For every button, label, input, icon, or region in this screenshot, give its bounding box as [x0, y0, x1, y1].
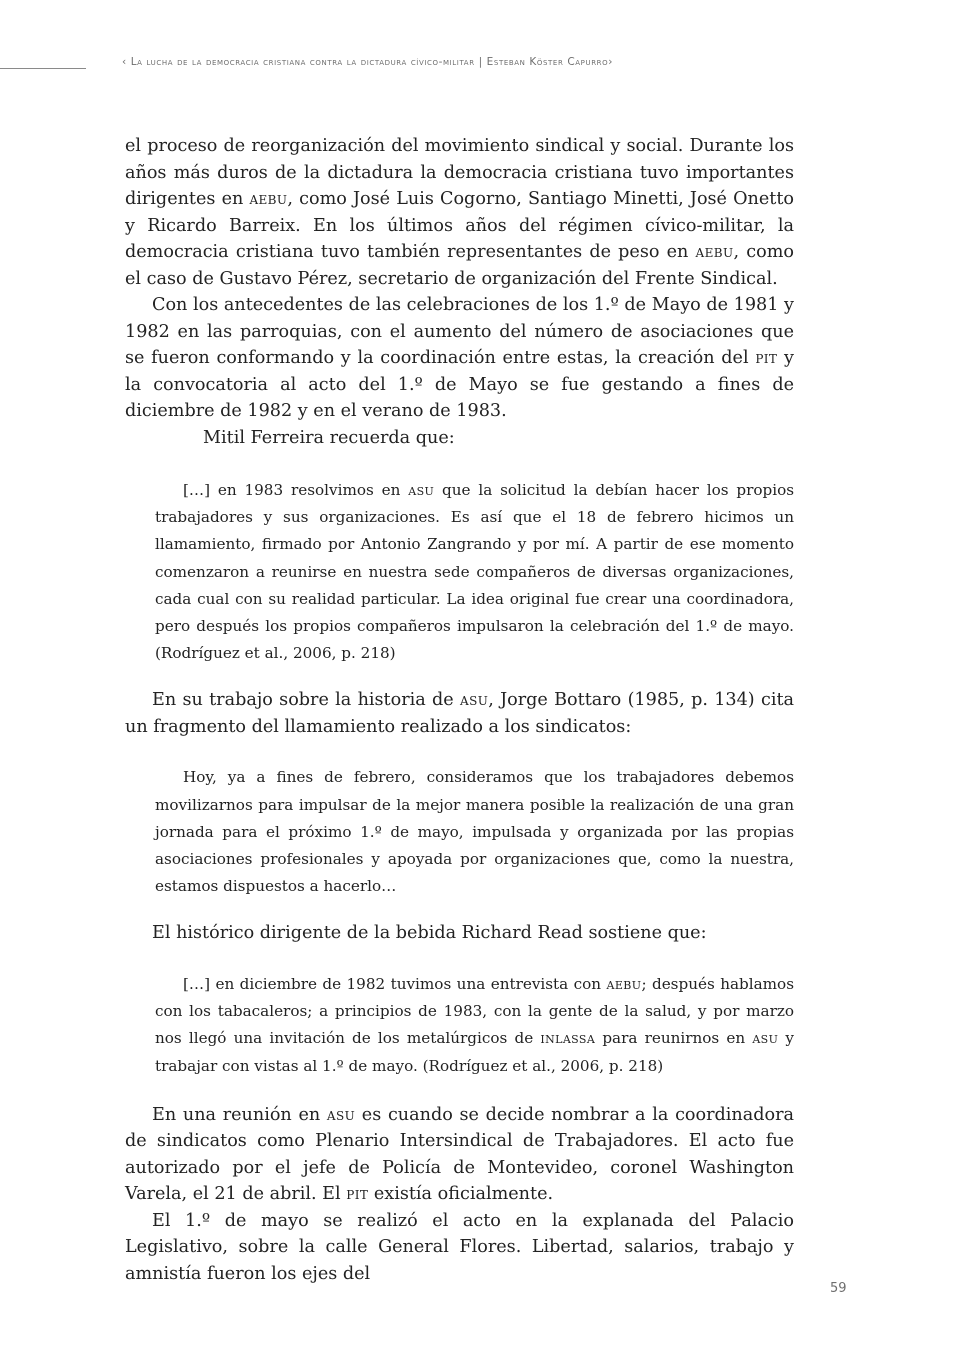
block-quote: Hoy, ya a fines de febrero, consideramos que los trabajadores debemos movilizarnos para impulsar de la mejor manera posible la realización de una gran jornada para el próximo 1.º de mayo, impulsada y organizada por las propias asociaciones profesionales y apoyada por organizaciones que, como la nuestra, estamos dispuestos a hacerlo…	[155, 768, 794, 896]
running-header: ‹ La lucha de la democracia cristiana contra la dictadura cívico-militar | Esteban Köster Capurro›	[122, 56, 614, 68]
block-quote: […] en diciembre de 1982 tuvimos una entrevista con aebu; después hablamos con los tabacaleros; a principios de 1983, con la gente de la salud, y por marzo nos llegó una invitación de los metalúrgicos de inlassa para reunirnos en asu y trabajar con vistas al 1.º de mayo. (Rodríguez et al., 2006, p. 218)	[155, 974, 794, 1075]
paragraph: Con los antecedentes de las celebraciones de los 1.º de Mayo de 1981 y 1982 en las parroquias, con el aumento del número de asociaciones que se fueron conformando y la coordinación entre estas, la creación del pit y la convocatoria al acto del 1.º de Mayo se fue gestando a fines de diciembre de 1982 y en el verano de 1983.	[125, 295, 794, 421]
page-body	[125, 133, 794, 1287]
paragraph: el proceso de reorganización del movimiento sindical y social. Durante los años más duros de la dictadura la democracia cristiana tuvo importantes dirigentes en aebu, como José Luis Cogorno, Santiago Minetti, José Onetto y Ricardo Barreix. En los últimos años del régimen cívico-militar, la democracia cristiana tuvo también representantes de peso en aebu, como el caso de Gustavo Pérez, secretario de organización del Frente Sindical.	[125, 136, 794, 289]
block-quote: […] en 1983 resolvimos en asu que la solicitud la debían hacer los propios trabajadores y sus organizaciones. Es así que el 18 de febrero hicimos un llamamiento, firmado por Antonio Zangrando y por mí. A partir de ese momento comenzaron a reunirse en nuestra sede compañeros de diversas organizaciones, cada cual con su realidad particular. La idea original fue crear una coordinadora, pero después los propios compañeros impulsaron la celebración del 1.º de mayo. (Rodríguez et al., 2006, p. 218)	[155, 481, 795, 663]
paragraph: El 1.º de mayo se realizó el acto en la explanada del Palacio Legislativo, sobre la calle General Flores. Libertad, salarios, trabajo y amnistía fueron los ejes del	[125, 1210, 794, 1284]
acronym: aebu	[695, 242, 734, 262]
paragraph: En una reunión en asu es cuando se decide nombrar a la coordinadora de sindicatos como Plenario Intersindical de Trabajadores. El acto fue autorizado por el jefe de Policía de Montevideo, coronel Washington Varela, el 21 de abril. El pit existía oficialmente.	[125, 1104, 794, 1205]
acronym: pit	[755, 348, 778, 368]
page-number: 59	[830, 1281, 847, 1296]
acronym: inlassa	[540, 1029, 596, 1048]
acronym: asu	[326, 1104, 356, 1125]
paragraph: El histórico dirigente de la bebida Richard Read sostiene que:	[152, 923, 707, 944]
acronym: aebu	[606, 974, 642, 993]
acronym: aebu	[249, 189, 288, 209]
paragraph: Mitil Ferreira recuerda que:	[203, 427, 455, 448]
acronym: asu	[460, 690, 489, 711]
acronym: asu	[408, 481, 435, 499]
paragraph: En su trabajo sobre la historia de asu, Jorge Bottaro (1985, p. 134) cita un fragmento del llamamiento realizado a los sindicatos:	[125, 690, 795, 737]
acronym: pit	[346, 1184, 369, 1205]
acronym: asu	[752, 1029, 779, 1048]
header-rule	[0, 68, 86, 69]
